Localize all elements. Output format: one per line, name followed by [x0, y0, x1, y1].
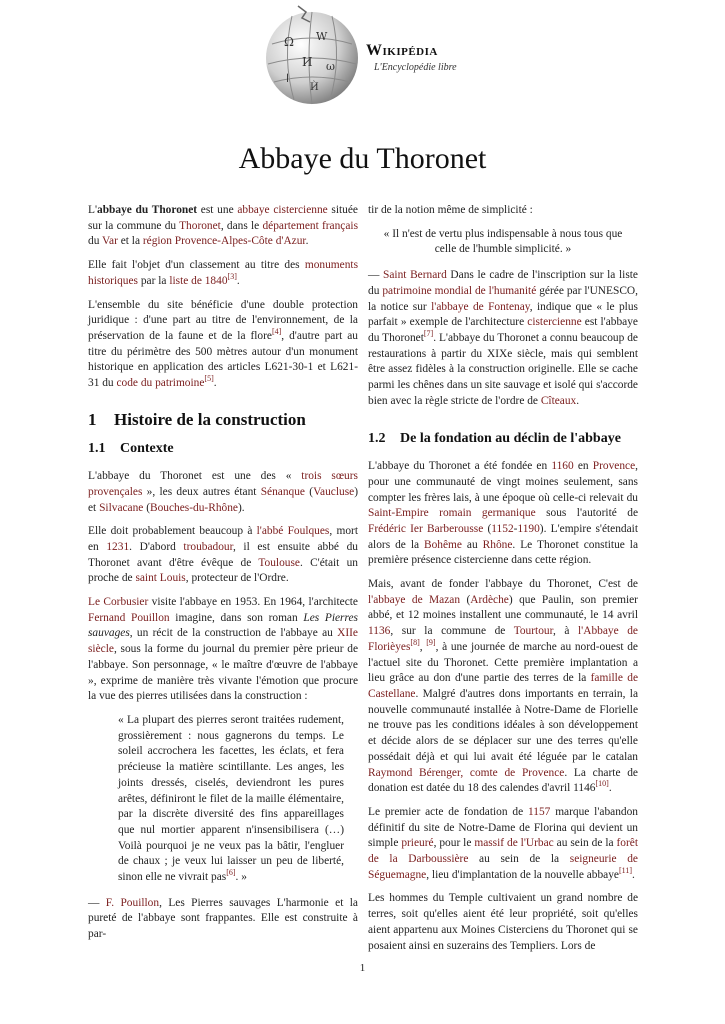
- intro-paragraph-1: L'abbaye du Thoronet est une abbaye cistercienne située sur la commune du Thoronet, dans le département français du Var et la région Provence-Alpes-Côte d'Azur.: [88, 204, 359, 248]
- svg-text:W: W: [316, 30, 328, 43]
- right-column: [368, 203, 638, 962]
- link-senanque[interactable]: Sénanque: [260, 485, 305, 498]
- link-seigneurie-seguemagne[interactable]: seigneurie de Séguemagne: [368, 853, 638, 881]
- link-saint-louis[interactable]: saint Louis: [135, 572, 186, 585]
- contexte-paragraph-3: Le Corbusier visite l'abbaye en 1953. En 1964, l'architecte Fernand Pouillon imagine, dans son roman Les Pierres sauvages, un récit de la construction de l'abbaye au XIIe siècle, sous la forme du journal du premier père prieur de l'abbaye. Son personnage, « le maître d'œuvre de l'abbaye », exprime de manière très vivante l'émotion que procure la vue des pierres utilisées dans la construction :: [88, 596, 358, 703]
- wikipedia-wordmark: Wikipédia: [366, 42, 438, 59]
- fondation-paragraph-3: Le premier acte de fondation de 1157 marque l'abandon définitif du site de Notre-Dame de Florina qui devient un simple prieuré, pour le massif de l'Urbac au sein de la forêt de la Darboussière au sein de la seigneurie de Séguemagne, lieu d'implantation de la nouvelle abbaye[11].: [368, 805, 638, 881]
- wikipedia-tagline: L'Encyclopédie libre: [374, 62, 457, 73]
- svg-text:И: И: [302, 55, 313, 69]
- link-silvacane[interactable]: Silvacane: [99, 501, 144, 514]
- link-toulouse[interactable]: Toulouse: [258, 556, 300, 569]
- reference-5[interactable]: [5]: [204, 374, 214, 384]
- link-ardeche[interactable]: Ardèche: [470, 593, 509, 606]
- link-boheme[interactable]: Bohême: [424, 538, 462, 551]
- link-foret-darboussiere[interactable]: forêt de la Darboussière: [368, 837, 638, 866]
- link-abbaye-florieyes[interactable]: l'Abbaye de Florièyes: [368, 625, 638, 653]
- link-thoronet[interactable]: Thoronet: [179, 219, 221, 232]
- link-monuments-historiques[interactable]: monuments historiques: [88, 259, 358, 287]
- link-abbaye-mazan[interactable]: l'abbaye de Mazan: [368, 593, 461, 606]
- link-famille-castellane[interactable]: famille de Castellane: [368, 672, 638, 700]
- article-subject: abbaye du Thoronet: [97, 204, 198, 216]
- link-1157[interactable]: 1157: [527, 805, 551, 818]
- link-trois-soeurs[interactable]: trois sœurs provençales: [88, 470, 358, 498]
- wikipedia-logo: [262, 4, 482, 112]
- subsection-heading-contexte: 1.1 Contexte: [88, 441, 174, 457]
- reference-9[interactable]: [9]: [426, 638, 436, 648]
- page-number: 1: [359, 962, 366, 974]
- fondation-paragraph-1: L'abbaye du Thoronet a été fondée en 1160 en Provence, pour une communauté de vingt moines seulement, sans compter les frères lais, à une époque où celle-ci relevait du Saint-Empire romain germanique sous l'autorité de Frédéric Ier Barberousse (1152-1190). L'empire s'étendait alors de la Bohême au Rhône. Le Thoronet constitue la première présence cistercienne dans cette région.: [368, 460, 639, 567]
- contexte-paragraph-1: L'abbaye du Thoronet est une des « trois sœurs provençales », les deux autres étant Sénanque (Vaucluse) et Silvacane (Bouches-du-Rhône).: [88, 470, 358, 514]
- quote-attribution-bernard: — Saint Bernard Dans le cadre de l'inscription sur la liste du patrimoine mondial de l'humanité gérée par l'UNESCO, la notice sur l'abbaye de Fontenay, indique que « le plus parfait » exemple de l'architecture cistercienne est l'abbaye du Thoronet[7]. L'abbaye du Thoronet a connu beaucoup de restaurations à partir du XIXe siècle, mais qui semblent être assez fidèles à la construction originelle. Elle se cache parmi les chênes dans un site sauvage et isolé qui s'accorde bien avec la règle stricte de l'ordre de Cîteaux.: [368, 269, 638, 407]
- reference-3[interactable]: [3]: [227, 272, 237, 282]
- link-massif-urbac[interactable]: massif de l'Urbac: [474, 837, 554, 850]
- link-1152[interactable]: 1152: [491, 522, 514, 535]
- reference-10[interactable]: [10]: [595, 779, 609, 789]
- link-saint-empire[interactable]: Saint-Empire romain germanique: [368, 507, 536, 520]
- link-abbaye-cistercienne[interactable]: abbaye cistercienne: [237, 204, 328, 216]
- intro-paragraph-3: L'ensemble du site bénéficie d'une double protection juridique : d'une part au titre de l'environnement, de la préservation de la faune et de la flore[4], d'autre part au titre du périmètre des 500 mètres autour d'un monument historique en application des articles L621-30-1 et L621-31 du code du patrimoine[5].: [88, 298, 358, 390]
- book-title: Les Pierres sauvages: [88, 611, 358, 640]
- intro-paragraph-2: Elle fait l'objet d'un classement au titre des monuments historiques par la liste de 1840[3].: [88, 259, 358, 287]
- link-abbe-foulques[interactable]: l'abbé Foulques: [256, 525, 330, 538]
- link-f-pouillon[interactable]: F. Pouillon: [105, 896, 160, 909]
- subsection-heading-fondation: 1.2 De la fondation au déclin de l'abbaye: [368, 431, 621, 447]
- link-fernand-pouillon[interactable]: Fernand Pouillon: [88, 611, 170, 624]
- link-frederic-barberousse[interactable]: Frédéric Ier Barberousse: [368, 522, 484, 535]
- quote-attribution-pouillon: — F. Pouillon, Les Pierres sauvages L'harmonie et la pureté de l'abbaye sont frappantes. Elle est construite à par-: [88, 896, 358, 941]
- link-1231[interactable]: 1231: [106, 540, 130, 553]
- link-vaucluse[interactable]: Vaucluse: [313, 485, 355, 498]
- link-code-patrimoine[interactable]: code du patrimoine: [116, 377, 205, 390]
- link-abbaye-fontenay[interactable]: l'abbaye de Fontenay: [431, 300, 530, 313]
- link-region-paca[interactable]: région Provence-Alpes-Côte d'Azur: [142, 235, 306, 248]
- link-liste-1840[interactable]: liste de 1840: [169, 274, 228, 287]
- section-heading-histoire: 1 Histoire de la construction: [88, 409, 306, 429]
- link-1190[interactable]: 1190: [517, 522, 540, 535]
- fondation-paragraph-2: Mais, avant de fonder l'abbaye du Thoronet, C'est de l'abbaye de Mazan (Ardèche) que Paulin, son premier abbé, et 12 moines installent une communauté, le 14 avril 1136, sur la commune de Tourtour, à l'Abbaye de Florièyes[8], [9], à une journée de marche au nord-ouest de l'actuel site du Thoronet. Cette première implantation a lieu grâce au don d'une partie des terres de la famille de Castellane. Malgré d'autres dons importants en terrain, la nouvelle communauté installée à Notre-Dame de Florielle ne trouve pas les conditions idéales à son développement et décide alors de se déplacer sur une des terres qu'elle possédait déjà et qui lui avait été léguée par le catalan Raymond Bérenger, comte de Provence. La charte de donation est datée du 18 des calendes d'avril 1146[10].: [368, 578, 638, 795]
- reference-7[interactable]: [7]: [423, 329, 434, 339]
- page-title: Abbaye du Thoronet: [238, 142, 487, 175]
- link-tourtour[interactable]: Tourtour: [513, 625, 553, 638]
- link-prieure[interactable]: prieuré: [401, 837, 434, 850]
- link-le-corbusier[interactable]: Le Corbusier: [88, 596, 149, 609]
- svg-text:Ѝ: Ѝ: [310, 82, 319, 93]
- link-patrimoine-mondial[interactable]: patrimoine mondial de l'humanité: [382, 284, 537, 297]
- link-1160[interactable]: 1160: [551, 460, 574, 473]
- link-1136[interactable]: 1136: [368, 625, 391, 638]
- link-departement-francais[interactable]: département français: [262, 219, 359, 232]
- link-provence[interactable]: Provence: [592, 460, 636, 473]
- link-citeaux[interactable]: Cîteaux: [540, 394, 577, 407]
- link-bouches-du-rhone[interactable]: Bouches-du-Rhône: [150, 501, 238, 514]
- link-raymond-berenger[interactable]: Raymond Bérenger, comte de Provence: [368, 766, 565, 779]
- reference-8[interactable]: [8]: [410, 638, 420, 648]
- wikipedia-globe-icon: [262, 4, 362, 108]
- link-saint-bernard[interactable]: Saint Bernard: [383, 269, 447, 282]
- link-cistercienne[interactable]: cistercienne: [527, 316, 582, 329]
- svg-text:ا: ا: [286, 72, 290, 85]
- link-troubadour[interactable]: troubadour: [183, 540, 233, 553]
- reference-4[interactable]: [4]: [271, 327, 282, 337]
- link-var[interactable]: Var: [102, 235, 118, 248]
- continued-text: tir de la notion même de simplicité :: [368, 204, 533, 216]
- fondation-paragraph-4: Les hommes du Temple cultivaient un grand nombre de terres, soit qu'elles aient été leur propriété, soit qu'elles aient appartenu aux Moines Cisterciens du Thoronet qui se posaient ainsi en suzerains des Templiers. Lors de: [368, 892, 638, 952]
- reference-6[interactable]: [6]: [226, 868, 236, 878]
- link-xiie-siecle[interactable]: XIIe siècle: [88, 627, 358, 656]
- contexte-paragraph-2: Elle doit probablement beaucoup à l'abbé Foulques, mort en 1231. D'abord troubadour, il est ensuite abbé du Thoronet avant d'être évêque de Toulouse. C'était un proche de saint Louis, protecteur de l'Ordre.: [88, 525, 358, 585]
- reference-11[interactable]: [11]: [619, 865, 633, 875]
- quote-pouillon: « La plupart des pierres seront traitées rudement, grossièrement : nous gagnerons du temps. Le soleil accrochera les facettes, les éclats, et fera précieuse la matière scintillante. Les anges, les joints dressés, ciselés, deviendront les pures arêtes, définiront le filet de la maille élémentaire, par la discrète diversité des fins appareillages que nul mortier apparent n'insensibilisera (…) Voilà pourquoi je ne veux pas la bâtir, l'engluer de chaux ; je veux lui laisser un peu de liberté, sinon elle ne vivrait pas[6]. »: [118, 713, 344, 884]
- left-column: [88, 203, 358, 951]
- quote-saint-bernard: « Il n'est de vertu plus indispensable à nous tous que celle de l'humble simplicité. »: [383, 227, 623, 256]
- svg-text:Ω: Ω: [284, 35, 294, 49]
- link-rhone[interactable]: Rhône: [482, 538, 513, 551]
- svg-text:ω: ω: [326, 60, 335, 73]
